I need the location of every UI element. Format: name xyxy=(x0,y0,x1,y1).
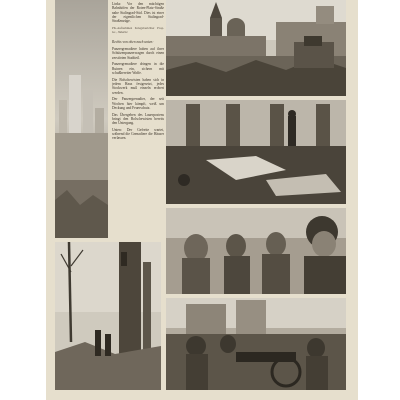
photo-city-skyline xyxy=(55,0,108,238)
caption-paragraph-intro: Links: Vor den mächtigen Bahnhöfen der Roten-Platz-Straße nahe Stalingrad-Süd. Dies ist einer der eigentlichen Stalingrad-Straßenzüge. xyxy=(112,2,164,24)
photo-ruined-city-cathedral xyxy=(166,0,346,96)
caption-paragraph: Panzergrenadiere haben auf ihrer Schützenpanzerwagen durch einen zerstörten Stadtteil. xyxy=(112,47,164,60)
photo-gun-crew xyxy=(166,298,346,390)
photo-ruined-building xyxy=(166,100,346,204)
photo-soldiers-group xyxy=(166,208,346,294)
caption-paragraph: Der Panzergrenadier, der seit Wochen hier kämpft, weiß um Deckung und Feuerschutz. xyxy=(112,97,164,110)
caption-paragraph: Panzergrenadiere dringen in die Ruinen ein, sichern mit schußbereiter Waffe. xyxy=(112,62,164,76)
photo-destroyed-landscape xyxy=(55,242,161,390)
photo-credit: PK-Aufnahmen Kriegsberichter Prop. Gr., Jüderitz xyxy=(112,25,164,35)
caption-subheading: Rechts von oben nach unten: xyxy=(112,40,154,45)
caption-paragraph: Unten: Der Gefreite wartet, während die Grenadiere die Häuser verlassen. xyxy=(112,127,164,141)
caption-paragraph: Die Bolschewisten haben sich in jedem Haus festgesetzt, jedes Stockwerk muß einzeln erobert werden. xyxy=(112,77,164,95)
caption-paragraph: Das Übergehen des Lauerpostens bringt den Bolschewisten bereits den Untergang. xyxy=(112,112,164,126)
caption-column xyxy=(112,2,164,238)
